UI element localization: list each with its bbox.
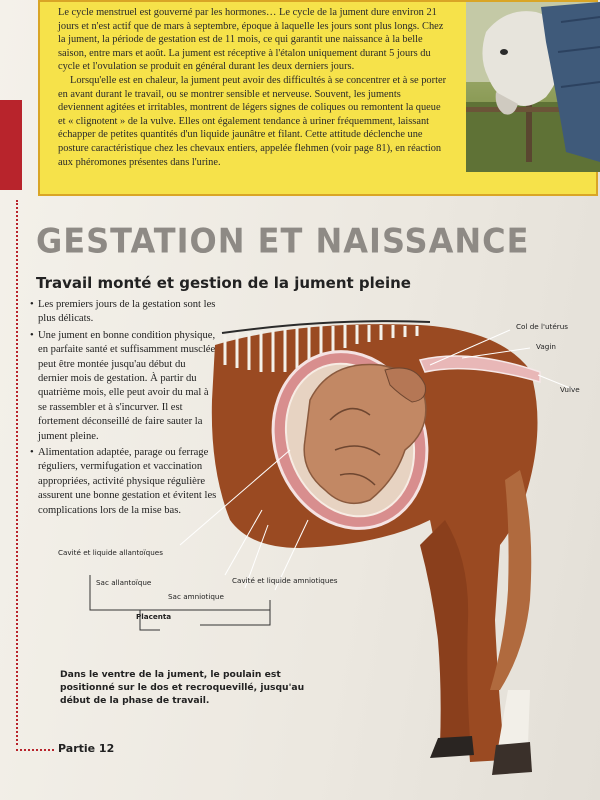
sidebar-paragraph-2: Lorsqu'elle est en chaleur, la jument peut avoir des difficultés à se concentrer et à se porter en avant durant le travail, ou se montrer sensible et nerveuse. Souvent, les juments deviennent agitées et irritables, montrent de légers signes de coliques ou remontent la queue et « clignotent » de la vulve. Elles ont également tendance à uriner fréquemment, laissant échapper de petites quantités d'un liquide jaunâtre et filant. Cette attitude déclenche une posture caractéristique chez les chevaux entiers, appelée flehmen (voir page 81), en réaction aux phéromones présentes dans l'urine. — [58, 74, 447, 168]
label-cavite-allantoique: Cavité et liquide allantoïques — [58, 548, 163, 557]
bullet-item-2: • Une jument en bonne condition physique, en parfaite santé et suffisamment musclée peut être montée jusqu'au début du dernier mois de gestation. À partir du quatrième mois, elle peut avoir du mal à se rassembler et à s'incurver. Il est fortement déconseillé de faire sauter la jument pleine. — [30, 329, 218, 444]
sidebar-text — [58, 6, 448, 169]
sidebar-info-box — [38, 0, 598, 196]
white-sock — [498, 690, 530, 748]
sidebar-paragraph-1: Le cycle menstruel est gouverné par les hormones… Le cycle de la jument dure environ 21 jours et n'est actif que de mars à septembre, époque à laquelle les jours sont plus longs. Chez la jument, la période de gestation est de 11 mois, ce qui garantit une naissance à la belle saison, entre mars et août. La jument est réceptive à l'étalon uniquement durant 5 jours du cycle et l'ovulation se produit en général durant les deux derniers jours. — [58, 7, 444, 73]
bullet-item-3: • Alimentation adaptée, parage ou ferrage réguliers, vermifugation et vaccination appropriées, activité physique régulière assurent une bonne gestation et évitent les complications lors de la mise bas. — [30, 446, 218, 518]
bullet-item-1: • Les premiers jours de la gestation sont les plus délicats. — [30, 298, 218, 327]
page-footer: Partie 12 — [58, 742, 115, 755]
label-sac-allantoique: Sac allantoïque — [96, 578, 152, 587]
label-col-uterus: Col de l'utérus — [516, 322, 568, 331]
diagram-caption: Dans le ventre de la jument, le poulain est positionné sur le dos et recroquevillé, jusqu'au début de la phase de travail. — [60, 669, 305, 706]
horse-photo — [466, 2, 600, 172]
subsection-title: Travail monté et gestion de la jument pleine — [36, 274, 411, 292]
label-vagin: Vagin — [536, 342, 556, 351]
hoof-back — [492, 742, 532, 775]
label-vulve: Vulve — [560, 385, 580, 394]
horse-photo-illustration — [466, 2, 600, 172]
section-title: GESTATION ET NAISSANCE — [36, 221, 530, 261]
label-placenta: Placenta — [136, 612, 172, 621]
red-page-tab — [0, 100, 22, 190]
hoof-front — [430, 736, 474, 758]
label-cavite-amniotique: Cavité et liquide amniotiques — [232, 576, 338, 585]
footer-dots — [16, 749, 54, 751]
label-sac-amniotique: Sac amniotique — [168, 592, 224, 601]
